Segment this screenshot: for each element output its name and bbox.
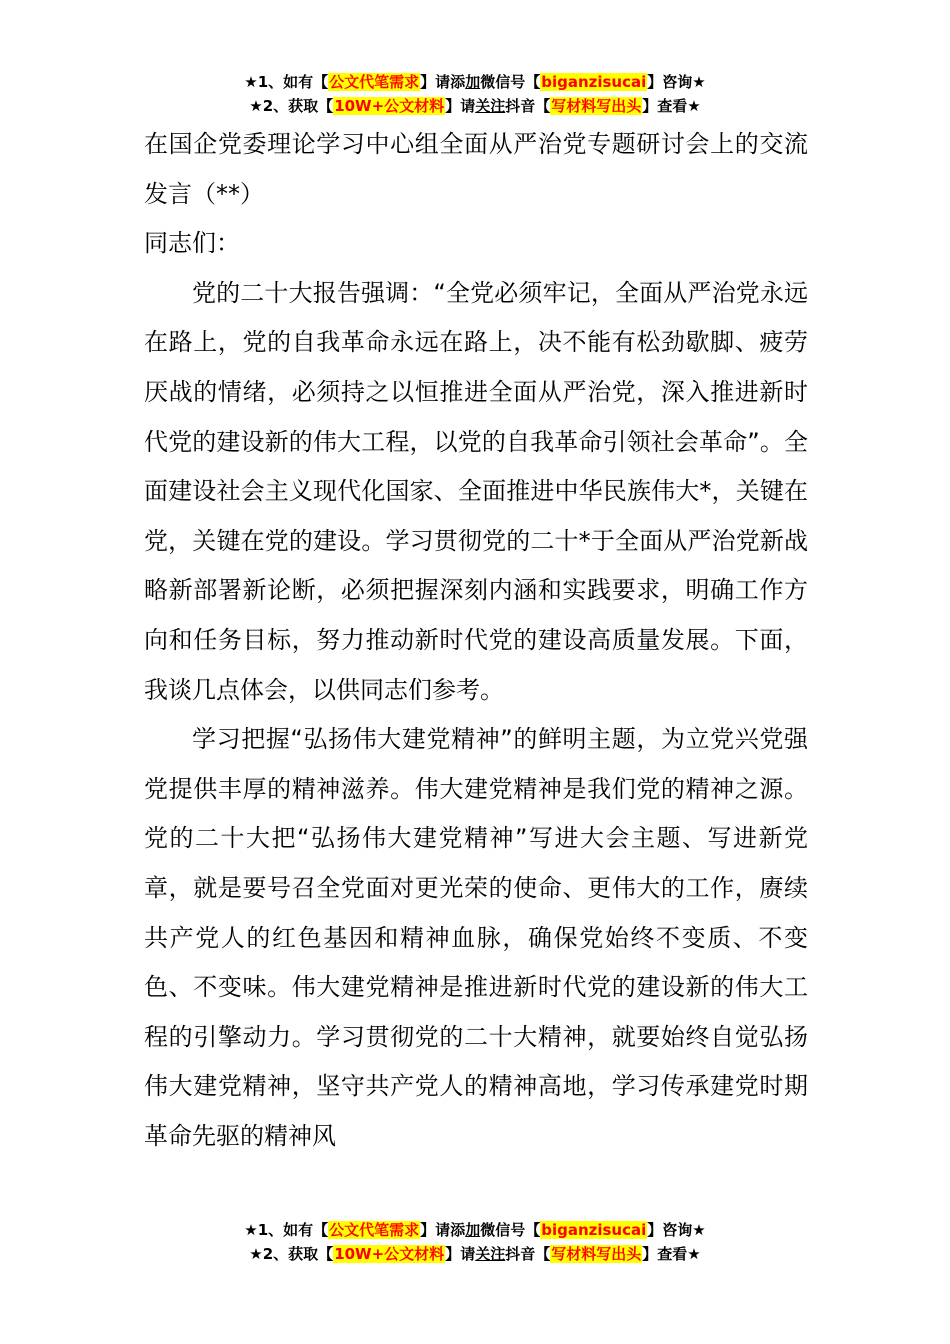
banner-text: 微信号【 — [480, 1221, 541, 1239]
banner-text: ★2、获取【 — [249, 1245, 334, 1263]
banner-text: ★2、获取【 — [249, 97, 334, 115]
banner-text: 】请 — [445, 97, 476, 115]
banner-highlight: 公文代笔需求 — [329, 1221, 420, 1239]
banner-text: 】请添 — [420, 73, 466, 91]
banner-line-1 — [0, 70, 950, 94]
document-title: 在国企党委理论学习中心组全面从严治党专题研讨会上的交流发言（**） — [144, 130, 808, 208]
banner-text: 】咨询★ — [647, 73, 706, 91]
banner-text: 抖音【 — [505, 1245, 551, 1263]
banner-text: 】请添 — [420, 1221, 466, 1239]
banner-text: 微信号【 — [480, 73, 541, 91]
banner-highlight: biganzisucai — [541, 1221, 647, 1239]
banner-highlight: 10W+公文材料 — [334, 97, 445, 115]
banner-text: 】查看★ — [642, 1245, 701, 1263]
banner-highlight: biganzisucai — [541, 73, 647, 91]
banner-highlight: 公文代笔需求 — [329, 73, 420, 91]
banner-highlight: 10W+公文材料 — [334, 1245, 445, 1263]
banner-line-2 — [0, 94, 950, 118]
banner-underline: 加 — [465, 1221, 481, 1239]
banner-line-2 — [0, 1242, 950, 1266]
banner-highlight: 写材料写出头 — [551, 1245, 642, 1263]
banner-text: 】咨询★ — [647, 1221, 706, 1239]
banner-text: ★1、如有【 — [244, 73, 329, 91]
banner-text: 】查看★ — [642, 97, 701, 115]
paragraph-2: 学习把握“弘扬伟大建党精神”的鲜明主题，为立党兴党强党提供丰厚的精神滋养。伟大建党精神是我们党的精神之源。党的二十大把“弘扬伟大建党精神”写进大会主题、写进新党章，就是要号召全党面对更光荣的使命、更伟大的工作，赓续共产党人的红色基因和精神血脉，确保党始终不变质、不变色、不变味。伟大建党精神是推进新时代党的建设新的伟大工程的引擎动力。学习贯彻党的二十大精神，就要始终自觉弘扬伟大建党精神，坚守共产党人的精神高地，学习传承建党时期革命先驱的精神风 — [144, 725, 808, 1150]
header-banner — [0, 70, 950, 118]
banner-underline: 关注 — [475, 97, 506, 115]
document-body — [144, 120, 808, 1161]
banner-text: 】请 — [445, 1245, 476, 1263]
salutation: 同志们： — [144, 229, 240, 258]
banner-text: ★1、如有【 — [244, 1221, 329, 1239]
banner-text: 抖音【 — [505, 97, 551, 115]
footer-banner — [0, 1218, 950, 1266]
paragraph-1: 党的二十大报告强调：“全党必须牢记，全面从严治党永远在路上，党的自我革命永远在路上，决不能有松劲歇脚、疲劳厌战的情绪，必须持之以恒推进全面从严治党，深入推进新时代党的建设新的伟大工程，以党的自我革命引领社会革命”。全面建设社会主义现代化国家、全面推进中华民族伟大*，关键在党，关键在党的建设。学习贯彻党的二十*于全面从严治党新战略新部署新论断，必须把握深刻内涵和实践要求，明确工作方向和任务目标，努力推动新时代党的建设高质量发展。下面，我谈几点体会，以供同志们参考。 — [144, 278, 808, 704]
banner-underline: 加 — [465, 73, 481, 91]
banner-line-1 — [0, 1218, 950, 1242]
banner-highlight: 写材料写出头 — [551, 97, 642, 115]
banner-underline: 关注 — [475, 1245, 506, 1263]
